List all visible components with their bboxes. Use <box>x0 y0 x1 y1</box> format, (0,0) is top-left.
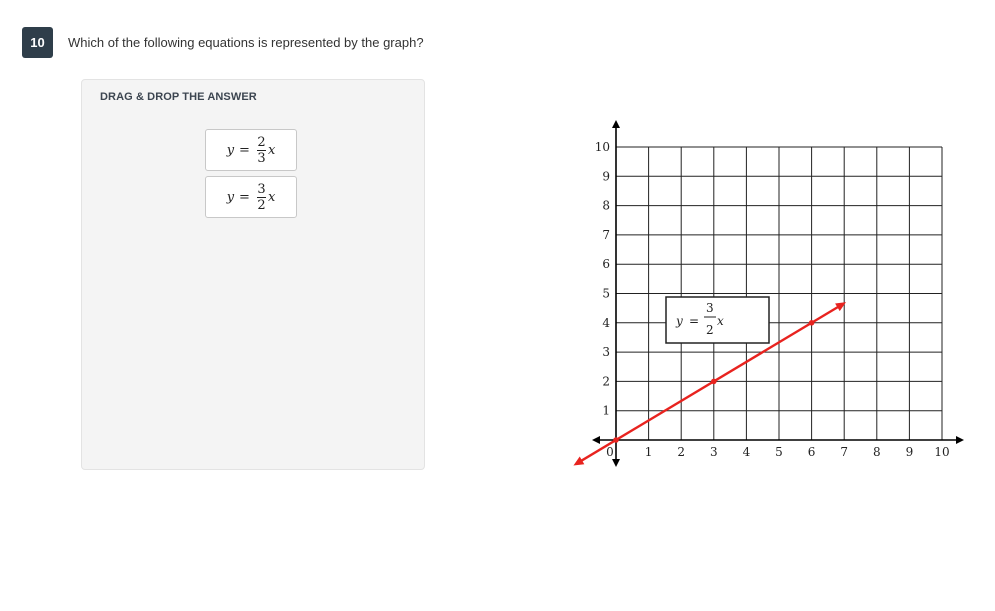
coordinate-graph <box>570 112 970 472</box>
svg-text:=: = <box>689 314 700 328</box>
x-tick-label: 2 <box>677 445 686 459</box>
y-tick-label: 9 <box>602 169 610 184</box>
fraction: $\frac{3}{2}$ <box>257 181 266 213</box>
svg-text:y: y <box>676 314 683 328</box>
line-point <box>711 379 717 385</box>
question-number-badge: 10 <box>22 27 53 58</box>
x-tick-label: 8 <box>872 445 881 459</box>
y-tick-label: 6 <box>602 257 610 272</box>
y-tick-label: 7 <box>602 227 610 242</box>
line-point <box>613 437 619 443</box>
y-tick-label: 5 <box>602 286 610 301</box>
x-axis-arrow-left <box>592 436 600 444</box>
equation: y = $\frac{2}{3}$ x <box>226 134 276 166</box>
grid <box>616 147 942 440</box>
y-tick-label: 4 <box>602 315 610 330</box>
y-axis-arrow-down <box>612 459 620 467</box>
equation: y = $\frac{3}{2}$ x <box>226 181 276 213</box>
x-tick-label: 3 <box>709 445 718 459</box>
y-tick-label: 8 <box>602 198 610 213</box>
y-tick-label: 10 <box>594 140 610 154</box>
x-axis-arrow-right <box>956 436 964 444</box>
x-tick-label: 0 <box>606 445 614 459</box>
y-tick-label: 1 <box>602 403 610 418</box>
x-tick-label: 9 <box>905 445 914 459</box>
drag-drop-panel <box>81 79 425 470</box>
y-axis-arrow-up <box>612 120 620 128</box>
x-tick-label: 5 <box>775 445 783 459</box>
drag-drop-title: DRAG & DROP THE ANSWER <box>100 91 257 103</box>
svg-text:2: 2 <box>706 323 714 337</box>
answer-choice-three-halves[interactable] <box>205 176 297 218</box>
svg-text:3: 3 <box>706 301 714 315</box>
question-text: Which of the following equations is represented by the graph? <box>68 35 424 50</box>
x-tick-label: 7 <box>840 445 849 459</box>
answer-drop-box[interactable] <box>666 297 769 343</box>
x-tick-label: 1 <box>644 445 653 459</box>
line-point <box>809 320 815 326</box>
answer-choice-two-thirds[interactable] <box>205 129 297 171</box>
svg-text:x: x <box>717 314 724 328</box>
x-tick-label: 6 <box>807 445 816 459</box>
fraction: $\frac{2}{3}$ <box>257 134 266 166</box>
y-tick-label: 2 <box>602 374 610 389</box>
x-axis-tick-labels <box>606 445 949 459</box>
y-tick-label: 3 <box>602 345 610 360</box>
x-tick-label: 10 <box>934 445 950 459</box>
y-axis-tick-labels <box>595 140 611 418</box>
x-tick-label: 4 <box>742 445 751 459</box>
